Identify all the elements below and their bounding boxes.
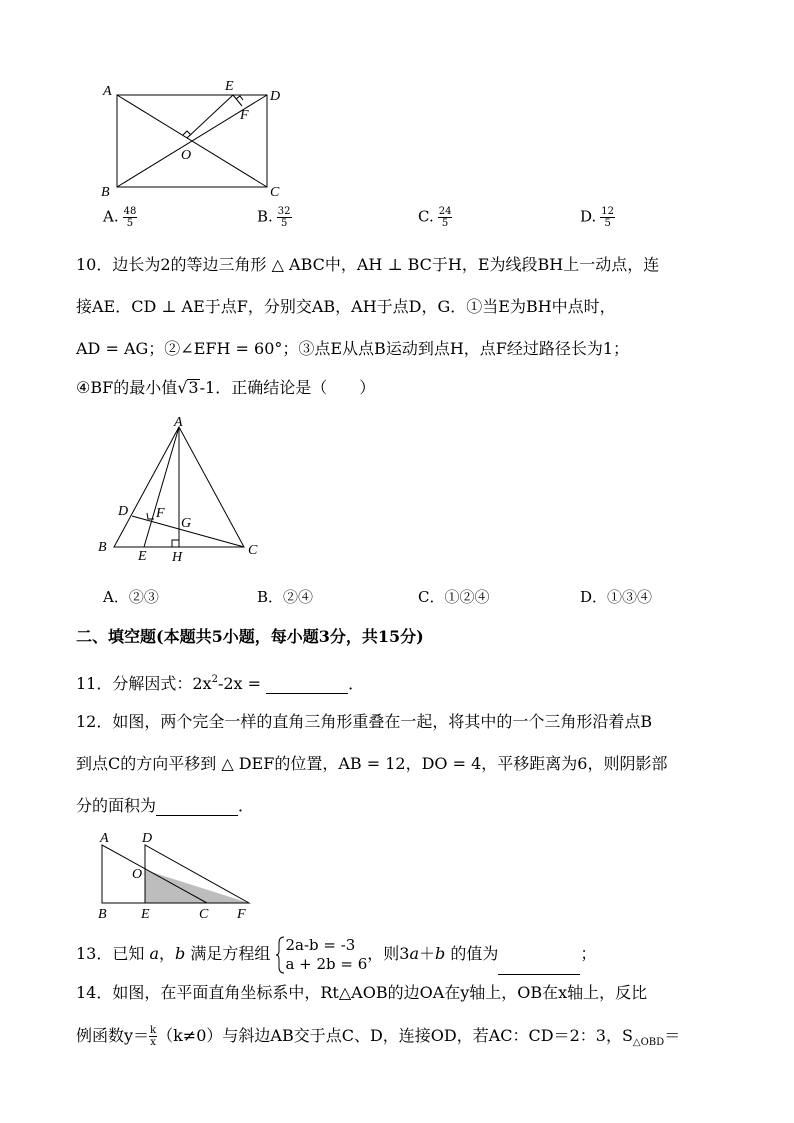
figure-translated-triangles [92,828,262,923]
label-O: O [132,867,143,882]
right-angle-mark-h [172,540,179,547]
label-A: A [100,831,109,846]
sqrt-expression: 3 [188,378,199,397]
q9-option-c[interactable]: C. $\frac{24}{5}$ [418,206,452,229]
label-C: C [199,907,209,922]
label-H: H [172,550,183,565]
q14-line2: 例函数y＝ $\frac{k}{x}$ （k≠0）与斜边AB交于点C、D，连接OD，若AC：CD＝2：3，$S_{\triangle OBD}=$ [76,1025,681,1048]
fraction: $\frac{24}{5}$ [438,206,452,229]
label-B: B [98,540,107,555]
label-E: E [141,907,150,922]
q10-line4: ④BF的最小值√3-1．正确结论是（ ） [76,378,376,397]
right-angle-mark-o [183,131,191,135]
fraction: $\frac{48}{5}$ [123,206,137,229]
answer-blank[interactable] [498,952,580,975]
label-D: D [142,831,153,846]
label-B: B [98,907,107,922]
answer-blank[interactable] [266,677,348,694]
label-O: O [181,148,192,163]
q10-option-a[interactable]: A．②③ [103,588,159,606]
segment-oe [187,95,233,138]
label-D: D [270,89,281,104]
label-C: C [248,543,258,558]
q10-line2: 接AE．CD ⊥ AE于点F，分别交AB，AH于点D，G．①当E为BH中点时， [76,297,616,316]
label-E: E [138,549,147,564]
label-A: A [174,415,183,430]
label-A: A [103,84,112,99]
q9-option-b[interactable]: B. $\frac{32}{5}$ [257,206,291,229]
label-G: G [181,516,192,531]
q10-option-b[interactable]: B．②④ [257,588,314,606]
answer-blank[interactable] [156,799,238,816]
q10-option-d[interactable]: D．①③④ [580,588,653,606]
label-F: F [156,506,165,521]
q9-option-a[interactable]: A. $\frac{48}{5}$ [103,206,137,229]
label-E: E [225,79,234,94]
figure-triangle [92,415,272,565]
q12-line3: 分的面积为 ． [76,796,255,815]
segment-ae [144,427,179,547]
q13: 13．已知 a，b 满足方程组 2a-b = -3 a + 2b = 6 ，则3a＋b 的值为 ； [76,935,597,973]
q9-option-d[interactable]: D. $\frac{12}{5}$ [580,206,614,229]
q14-line1: 14．如图，在平面直角坐标系中，Rt△AOB的边OA在y轴上，OB在x轴上，反比 [76,983,648,1002]
label-C: C [270,185,280,200]
q10-line3: AD = AG；②∠EFH = 60°；③点E从点B运动到点H，点F经过路径长为1； [76,339,630,358]
fraction: $\frac{12}{5}$ [601,206,614,229]
q12-line2: 到点C的方向平移到 △ DEF的位置，AB = 12，DO = 4，平移距离为6，则阴影部 [76,754,668,773]
fraction: $\frac{k}{x}$ [150,1025,157,1048]
label-B: B [101,185,110,200]
q11: 11．分解因式：$2x^2-2x$ = ． [76,674,365,693]
section-title: 二、填空题(本题共5小题，每小题3分，共15分) [76,627,424,646]
q12-line1: 12．如图，两个完全一样的直角三角形重叠在一起，将其中的一个三角形沿着点B [76,712,653,731]
label-F: F [240,108,249,123]
label-D: D [118,504,129,519]
label-F: F [237,907,246,922]
fraction: $\frac{32}{5}$ [277,206,291,229]
figure-rectangle [95,75,295,200]
q10-option-c[interactable]: C．①②④ [418,588,490,606]
equation-system: 2a-b = -3 a + 2b = 6 [275,934,367,975]
q10-line1: 10．边长为2的等边三角形 △ ABC中，AH ⊥ BC于H，E为线段BH上一动点，连 [76,255,660,274]
